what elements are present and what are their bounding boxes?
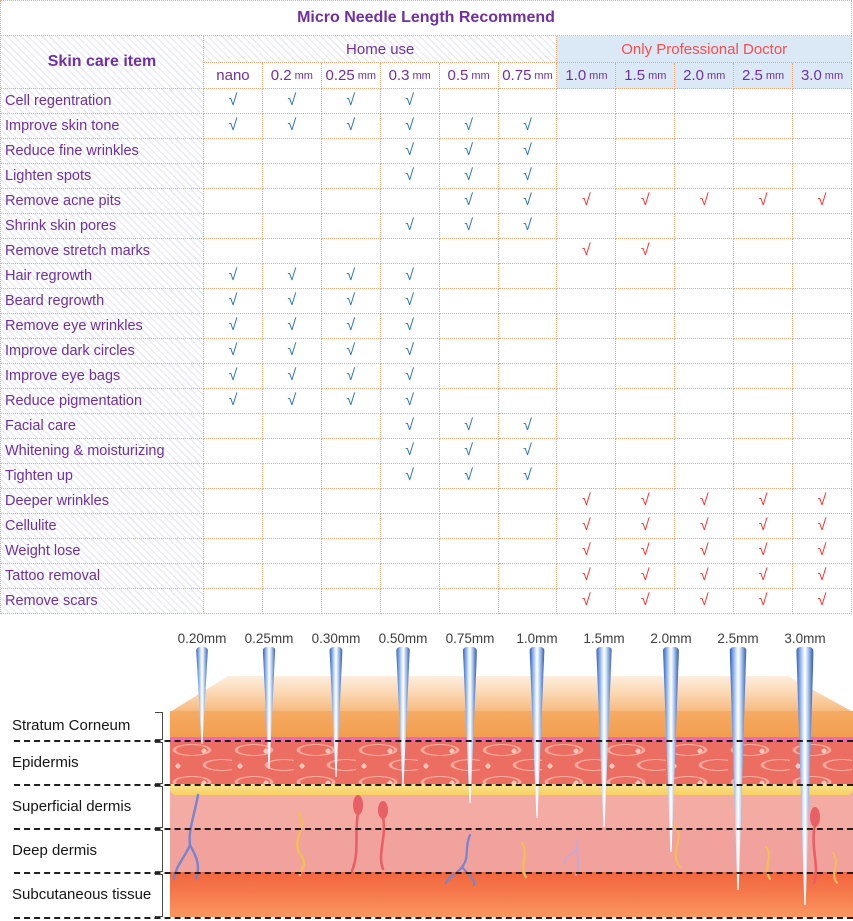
check-cell bbox=[793, 139, 852, 164]
check-cell bbox=[734, 214, 793, 239]
check-cell: √ bbox=[263, 314, 322, 339]
check-cell bbox=[675, 239, 734, 264]
check-cell bbox=[499, 339, 558, 364]
layer-label: Stratum Corneum bbox=[12, 716, 131, 734]
needle-depth-label: 2.0mm bbox=[650, 631, 692, 646]
check-cell bbox=[675, 439, 734, 464]
check-cell: √ bbox=[322, 314, 381, 339]
row-label: Improve eye bags bbox=[1, 364, 204, 389]
check-cell: √ bbox=[675, 539, 734, 564]
check-cell bbox=[793, 89, 852, 114]
check-cell: √ bbox=[675, 189, 734, 214]
layer-label: Epidermis bbox=[12, 753, 79, 771]
check-cell bbox=[440, 514, 499, 539]
row-label: Beard regrowth bbox=[1, 289, 204, 314]
needle-depth-label: 0.25mm bbox=[244, 631, 294, 646]
needle-depth-label: 1.0mm bbox=[516, 631, 558, 646]
check-cell: √ bbox=[499, 189, 558, 214]
check-cell bbox=[263, 564, 322, 589]
needle-depth-label: 0.75mm bbox=[445, 631, 495, 646]
row-label: Weight lose bbox=[1, 539, 204, 564]
check-cell bbox=[616, 264, 675, 289]
stratum-corneum-layer bbox=[170, 711, 853, 740]
check-cell: √ bbox=[499, 464, 558, 489]
check-cell bbox=[675, 339, 734, 364]
check-cell bbox=[499, 389, 558, 414]
check-cell bbox=[675, 114, 734, 139]
check-cell: √ bbox=[616, 589, 675, 614]
check-cell: √ bbox=[440, 139, 499, 164]
check-cell bbox=[440, 489, 499, 514]
check-cell: √ bbox=[263, 114, 322, 139]
column-header-nano: nano bbox=[204, 63, 263, 89]
check-cell bbox=[734, 264, 793, 289]
check-cell: √ bbox=[675, 514, 734, 539]
check-cell bbox=[204, 489, 263, 514]
check-cell bbox=[616, 439, 675, 464]
row-label: Reduce pigmentation bbox=[1, 389, 204, 414]
check-cell: √ bbox=[793, 539, 852, 564]
check-cell bbox=[381, 189, 440, 214]
check-cell bbox=[734, 114, 793, 139]
check-cell: √ bbox=[204, 314, 263, 339]
check-cell bbox=[793, 414, 852, 439]
check-cell bbox=[734, 389, 793, 414]
check-cell: √ bbox=[557, 514, 616, 539]
check-cell: √ bbox=[381, 414, 440, 439]
check-cell bbox=[675, 89, 734, 114]
check-cell bbox=[675, 264, 734, 289]
check-cell bbox=[616, 364, 675, 389]
check-cell: √ bbox=[616, 239, 675, 264]
check-cell: √ bbox=[793, 589, 852, 614]
check-cell bbox=[675, 414, 734, 439]
check-cell bbox=[616, 89, 675, 114]
check-cell bbox=[322, 414, 381, 439]
check-cell: √ bbox=[263, 89, 322, 114]
check-cell: √ bbox=[734, 514, 793, 539]
row-label: Lighten spots bbox=[1, 164, 204, 189]
column-header-0.3: 0.3 mm bbox=[381, 63, 440, 89]
check-cell bbox=[616, 289, 675, 314]
check-cell bbox=[263, 439, 322, 464]
check-cell bbox=[616, 114, 675, 139]
check-cell: √ bbox=[322, 339, 381, 364]
row-label: Improve skin tone bbox=[1, 114, 204, 139]
row-label: Shrink skin pores bbox=[1, 214, 204, 239]
check-cell bbox=[322, 214, 381, 239]
check-cell bbox=[734, 239, 793, 264]
check-cell bbox=[263, 464, 322, 489]
check-cell: √ bbox=[793, 514, 852, 539]
check-cell: √ bbox=[204, 339, 263, 364]
check-cell bbox=[499, 514, 558, 539]
check-cell: √ bbox=[381, 114, 440, 139]
check-cell: √ bbox=[616, 514, 675, 539]
check-cell bbox=[675, 464, 734, 489]
check-cell: √ bbox=[440, 414, 499, 439]
check-cell: √ bbox=[499, 164, 558, 189]
column-header-1.5: 1.5 mm bbox=[616, 63, 675, 89]
check-cell bbox=[322, 464, 381, 489]
check-cell bbox=[557, 364, 616, 389]
column-header-0.75: 0.75 mm bbox=[499, 63, 558, 89]
check-cell: √ bbox=[381, 339, 440, 364]
check-cell: √ bbox=[557, 564, 616, 589]
layer-bracket bbox=[155, 786, 163, 828]
check-cell bbox=[616, 214, 675, 239]
check-cell: √ bbox=[499, 114, 558, 139]
check-cell bbox=[440, 539, 499, 564]
row-label: Remove stretch marks bbox=[1, 239, 204, 264]
needle-depth-label: 1.5mm bbox=[583, 631, 625, 646]
check-cell bbox=[557, 289, 616, 314]
check-cell bbox=[204, 464, 263, 489]
check-cell: √ bbox=[381, 214, 440, 239]
check-cell bbox=[499, 264, 558, 289]
check-cell: √ bbox=[557, 239, 616, 264]
check-cell bbox=[557, 164, 616, 189]
check-cell bbox=[557, 214, 616, 239]
check-cell bbox=[204, 139, 263, 164]
check-cell: √ bbox=[793, 489, 852, 514]
check-cell bbox=[381, 539, 440, 564]
check-cell: √ bbox=[204, 364, 263, 389]
check-cell bbox=[793, 464, 852, 489]
check-cell bbox=[263, 414, 322, 439]
check-cell bbox=[440, 389, 499, 414]
check-cell bbox=[322, 489, 381, 514]
row-label: Facial care bbox=[1, 414, 204, 439]
check-cell bbox=[557, 89, 616, 114]
check-cell bbox=[793, 339, 852, 364]
check-cell: √ bbox=[793, 564, 852, 589]
check-cell bbox=[381, 489, 440, 514]
check-cell bbox=[499, 589, 558, 614]
check-cell bbox=[322, 589, 381, 614]
check-cell bbox=[675, 314, 734, 339]
row-label: Improve dark circles bbox=[1, 339, 204, 364]
check-cell bbox=[204, 539, 263, 564]
check-cell: √ bbox=[263, 264, 322, 289]
check-cell bbox=[616, 164, 675, 189]
check-cell bbox=[440, 314, 499, 339]
check-cell: √ bbox=[322, 289, 381, 314]
check-cell bbox=[263, 239, 322, 264]
check-cell bbox=[322, 564, 381, 589]
column-header-0.2: 0.2 mm bbox=[263, 63, 322, 89]
check-cell: √ bbox=[381, 314, 440, 339]
check-cell: √ bbox=[793, 189, 852, 214]
check-cell: √ bbox=[204, 289, 263, 314]
check-cell bbox=[616, 414, 675, 439]
check-cell: √ bbox=[499, 139, 558, 164]
check-cell bbox=[204, 164, 263, 189]
column-header-0.25: 0.25 mm bbox=[322, 63, 381, 89]
check-cell: √ bbox=[616, 564, 675, 589]
check-cell bbox=[793, 439, 852, 464]
check-cell bbox=[675, 364, 734, 389]
check-cell bbox=[734, 364, 793, 389]
check-cell: √ bbox=[381, 289, 440, 314]
check-cell: √ bbox=[616, 489, 675, 514]
skin-care-item-header: Skin care item bbox=[1, 36, 204, 89]
check-cell bbox=[734, 164, 793, 189]
check-cell: √ bbox=[557, 539, 616, 564]
check-cell bbox=[204, 189, 263, 214]
check-cell bbox=[204, 214, 263, 239]
professional-group-header: Only Professional Doctor bbox=[557, 36, 852, 63]
row-label: Cell regentration bbox=[1, 89, 204, 114]
check-cell bbox=[440, 239, 499, 264]
check-cell: √ bbox=[204, 389, 263, 414]
check-cell: √ bbox=[381, 464, 440, 489]
check-cell: √ bbox=[734, 189, 793, 214]
check-cell: √ bbox=[440, 164, 499, 189]
check-cell bbox=[616, 339, 675, 364]
check-cell: √ bbox=[322, 114, 381, 139]
check-cell: √ bbox=[675, 489, 734, 514]
check-cell bbox=[440, 264, 499, 289]
check-cell bbox=[793, 114, 852, 139]
check-cell bbox=[204, 564, 263, 589]
row-label: Hair regrowth bbox=[1, 264, 204, 289]
check-cell bbox=[322, 189, 381, 214]
check-cell: √ bbox=[381, 439, 440, 464]
check-cell bbox=[557, 439, 616, 464]
check-cell: √ bbox=[440, 189, 499, 214]
layer-bracket bbox=[155, 712, 163, 740]
check-cell bbox=[675, 389, 734, 414]
check-cell bbox=[381, 239, 440, 264]
check-cell: √ bbox=[322, 264, 381, 289]
check-cell bbox=[675, 164, 734, 189]
check-cell bbox=[557, 139, 616, 164]
column-header-0.5: 0.5 mm bbox=[440, 63, 499, 89]
check-cell: √ bbox=[381, 164, 440, 189]
check-cell: √ bbox=[204, 264, 263, 289]
check-cell: √ bbox=[734, 564, 793, 589]
check-cell bbox=[734, 439, 793, 464]
check-cell bbox=[263, 489, 322, 514]
check-cell: √ bbox=[557, 189, 616, 214]
check-cell bbox=[263, 514, 322, 539]
blood-vessels-illustration bbox=[170, 783, 853, 918]
check-cell bbox=[793, 364, 852, 389]
needle-depth-label: 3.0mm bbox=[784, 631, 826, 646]
layer-bracket bbox=[155, 830, 163, 872]
column-header-1.0: 1.0 mm bbox=[557, 63, 616, 89]
check-cell bbox=[616, 389, 675, 414]
row-label: Whitening & moisturizing bbox=[1, 439, 204, 464]
check-cell bbox=[793, 314, 852, 339]
check-cell bbox=[440, 589, 499, 614]
check-cell bbox=[322, 514, 381, 539]
check-cell bbox=[263, 189, 322, 214]
check-cell bbox=[499, 489, 558, 514]
check-cell bbox=[734, 289, 793, 314]
check-cell bbox=[499, 89, 558, 114]
check-cell: √ bbox=[204, 114, 263, 139]
check-cell bbox=[675, 139, 734, 164]
check-cell bbox=[440, 339, 499, 364]
check-cell bbox=[793, 289, 852, 314]
check-cell bbox=[263, 214, 322, 239]
check-cell: √ bbox=[440, 214, 499, 239]
check-cell bbox=[793, 164, 852, 189]
check-cell: √ bbox=[381, 89, 440, 114]
check-cell bbox=[499, 289, 558, 314]
check-cell bbox=[499, 564, 558, 589]
check-cell bbox=[440, 364, 499, 389]
check-cell: √ bbox=[322, 364, 381, 389]
layer-boundary-dashed-line bbox=[14, 917, 853, 919]
check-cell bbox=[381, 514, 440, 539]
row-label: Deeper wrinkles bbox=[1, 489, 204, 514]
check-cell bbox=[557, 464, 616, 489]
check-cell bbox=[557, 264, 616, 289]
check-cell: √ bbox=[322, 89, 381, 114]
needle-depth-label: 0.50mm bbox=[378, 631, 428, 646]
check-cell bbox=[734, 314, 793, 339]
check-cell bbox=[263, 164, 322, 189]
check-cell bbox=[675, 214, 734, 239]
check-cell bbox=[499, 239, 558, 264]
check-cell bbox=[263, 139, 322, 164]
row-label: Remove acne pits bbox=[1, 189, 204, 214]
layer-bracket bbox=[155, 742, 163, 784]
check-cell bbox=[204, 589, 263, 614]
check-cell bbox=[616, 464, 675, 489]
column-header-3.0: 3.0 mm bbox=[793, 63, 852, 89]
check-cell bbox=[557, 314, 616, 339]
layer-label: Deep dermis bbox=[12, 841, 98, 859]
check-cell: √ bbox=[734, 539, 793, 564]
check-cell: √ bbox=[499, 214, 558, 239]
column-header-2.5: 2.5 mm bbox=[734, 63, 793, 89]
check-cell: √ bbox=[440, 114, 499, 139]
check-cell: √ bbox=[263, 289, 322, 314]
check-cell: √ bbox=[440, 464, 499, 489]
row-label: Tattoo removal bbox=[1, 564, 204, 589]
check-cell bbox=[204, 414, 263, 439]
check-cell: √ bbox=[381, 364, 440, 389]
row-label: Reduce fine wrinkles bbox=[1, 139, 204, 164]
needle-depth-label: 0.20mm bbox=[177, 631, 227, 646]
check-cell bbox=[675, 289, 734, 314]
check-cell: √ bbox=[734, 489, 793, 514]
check-cell bbox=[793, 239, 852, 264]
check-cell bbox=[381, 589, 440, 614]
check-cell bbox=[793, 264, 852, 289]
row-label: Tighten up bbox=[1, 464, 204, 489]
check-cell: √ bbox=[499, 414, 558, 439]
check-cell bbox=[734, 89, 793, 114]
needle-depth-label: 2.5mm bbox=[717, 631, 759, 646]
check-cell: √ bbox=[675, 564, 734, 589]
check-cell: √ bbox=[381, 139, 440, 164]
epidermis-layer bbox=[170, 740, 853, 784]
check-cell bbox=[322, 539, 381, 564]
check-cell: √ bbox=[616, 539, 675, 564]
check-cell bbox=[734, 464, 793, 489]
check-cell bbox=[499, 539, 558, 564]
check-cell bbox=[734, 414, 793, 439]
row-label: Remove scars bbox=[1, 589, 204, 614]
check-cell bbox=[322, 139, 381, 164]
column-header-2.0: 2.0 mm bbox=[675, 63, 734, 89]
check-cell bbox=[499, 364, 558, 389]
check-cell: √ bbox=[204, 89, 263, 114]
check-cell: √ bbox=[616, 189, 675, 214]
layer-label: Superficial dermis bbox=[12, 797, 132, 815]
check-cell bbox=[616, 314, 675, 339]
row-label: Remove eye wrinkles bbox=[1, 314, 204, 339]
check-cell: √ bbox=[381, 264, 440, 289]
check-cell: √ bbox=[734, 589, 793, 614]
check-cell bbox=[557, 389, 616, 414]
check-cell bbox=[322, 439, 381, 464]
check-cell: √ bbox=[381, 389, 440, 414]
check-cell bbox=[440, 89, 499, 114]
check-cell bbox=[263, 589, 322, 614]
check-cell bbox=[557, 114, 616, 139]
check-cell bbox=[263, 539, 322, 564]
check-cell bbox=[793, 389, 852, 414]
row-label: Cellulite bbox=[1, 514, 204, 539]
layer-label: Subcutaneous tissue bbox=[12, 886, 152, 904]
check-cell bbox=[616, 139, 675, 164]
check-cell: √ bbox=[263, 389, 322, 414]
check-cell: √ bbox=[557, 589, 616, 614]
check-cell: √ bbox=[499, 439, 558, 464]
check-cell bbox=[381, 564, 440, 589]
check-cell bbox=[734, 139, 793, 164]
check-cell bbox=[793, 214, 852, 239]
layer-bracket bbox=[155, 874, 163, 917]
check-cell bbox=[204, 239, 263, 264]
check-cell bbox=[322, 164, 381, 189]
page-title: Micro Needle Length Recommend bbox=[1, 1, 852, 36]
check-cell bbox=[204, 439, 263, 464]
check-cell bbox=[440, 289, 499, 314]
check-cell: √ bbox=[675, 589, 734, 614]
check-cell bbox=[557, 339, 616, 364]
check-cell: √ bbox=[263, 339, 322, 364]
check-cell bbox=[557, 414, 616, 439]
home-use-group-header: Home use bbox=[204, 36, 557, 63]
needle-depth-label: 0.30mm bbox=[311, 631, 361, 646]
check-cell: √ bbox=[263, 364, 322, 389]
check-cell bbox=[499, 314, 558, 339]
check-cell bbox=[440, 564, 499, 589]
check-cell bbox=[322, 239, 381, 264]
check-cell: √ bbox=[440, 439, 499, 464]
check-cell bbox=[204, 514, 263, 539]
check-cell bbox=[734, 339, 793, 364]
check-cell: √ bbox=[322, 389, 381, 414]
check-cell: √ bbox=[557, 489, 616, 514]
